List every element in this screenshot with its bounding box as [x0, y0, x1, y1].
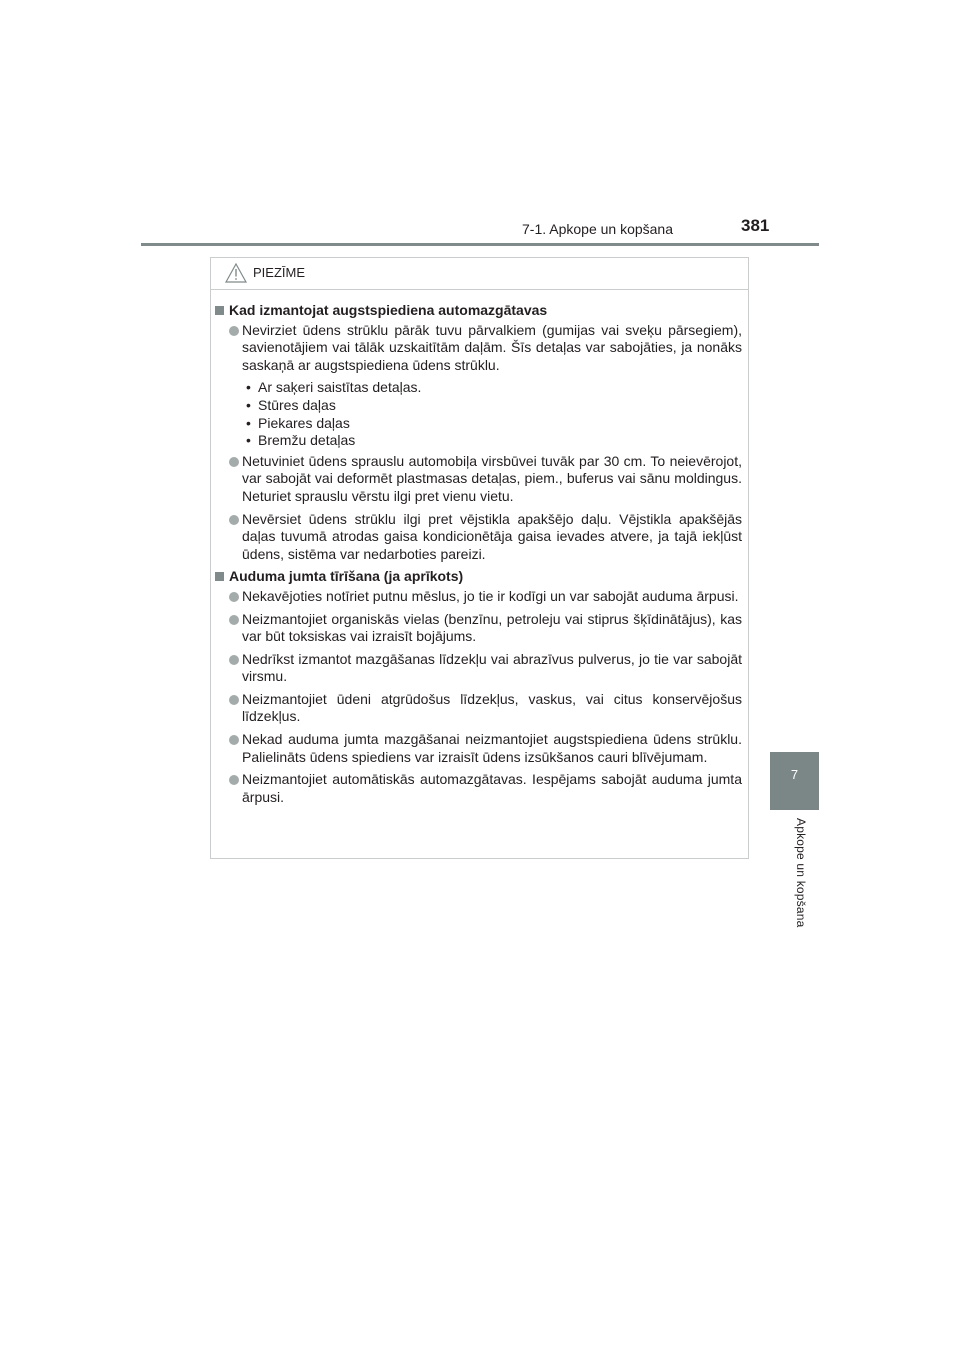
list-item [215, 588, 742, 606]
sub-list-item [246, 397, 742, 415]
list-item [215, 611, 742, 646]
circle-bullet-icon [229, 695, 239, 705]
circle-bullet-icon [229, 326, 239, 336]
list-item-text: Nekad auduma jumta mazgāšanai neizmantojiet augstspiediena ūdens strūklu. Palielināts ūdens spiediens var izraisīt ūdens izsūkšanos cauri blīvējumam. [242, 731, 742, 765]
dot-bullet-icon: • [246, 379, 251, 396]
dot-bullet-icon: • [246, 414, 251, 431]
list-item [215, 511, 742, 564]
section-heading [215, 568, 742, 586]
circle-bullet-icon [229, 515, 239, 525]
list-item-text: Nevirziet ūdens strūklu pārāk tuvu pārvalkiem (gumijas vai sveķu pārsegiem), savienotājiem vai tālāk uzskaitītām daļām. Šīs detaļas var sabojāties, ja nonāks saskaņā ar augstspiediena ūdens strūklu. [242, 321, 742, 373]
sub-list-item-text: Bremžu detaļas [258, 432, 356, 449]
notice-box [210, 257, 749, 859]
list-item-text: Neizmantojiet organiskās vielas (benzīnu, petroleju vai stiprus šķīdinātājus), kas var būt toksiskas vai izraisīt bojājums. [242, 610, 742, 645]
list-item-text: Neizmantojiet automātiskās automazgātavas. Iespējams sabojāt auduma jumta ārpusi. [242, 771, 742, 805]
list-item-text: Neizmantojiet ūdeni atgrūdošus līdzekļus, vaskus, vai citus konservējošus līdzekļus. [242, 690, 742, 725]
list-item [215, 771, 742, 806]
circle-bullet-icon [229, 457, 239, 467]
list-item [215, 322, 742, 375]
circle-bullet-icon [229, 735, 239, 745]
list-item-text: Nedrīkst izmantot mazgāšanas līdzekļu vai abrazīvus pulverus, jo tie var sabojāt virsmu. [242, 650, 742, 685]
list-item-text: Nekavējoties notīriet putnu mēslus, jo tie ir kodīgi un var sabojāt auduma ārpusi. [242, 587, 739, 604]
square-bullet-icon [215, 306, 224, 315]
list-item [215, 731, 742, 766]
notice-body [211, 290, 748, 806]
circle-bullet-icon [229, 615, 239, 625]
chapter-tab: 7 [770, 752, 819, 810]
dot-bullet-icon: • [246, 396, 251, 413]
chapter-label: Apkope un kopšana [794, 818, 808, 928]
circle-bullet-icon [229, 775, 239, 785]
warning-triangle-icon [225, 263, 247, 288]
sub-list-item [246, 379, 742, 397]
sub-list-item [246, 432, 742, 450]
sub-list [215, 379, 742, 449]
sub-list-item-text: Ar saķeri saistītas detaļas. [258, 379, 422, 396]
page-number: 381 [741, 216, 770, 235]
list-item-text: Nevērsiet ūdens strūklu ilgi pret vējstikla apakšējo daļu. Vējstikla apakšējās daļas tuvumā atrodas gaisa kondicionētāja gaisa ievades atvere, ja tajā iekļūst ūdens, sistēma var nedarboties pareizi. [242, 510, 742, 562]
notice-title: PIEZĪME [253, 265, 306, 280]
section-title: 7-1. Apkope un kopšana [522, 221, 674, 237]
circle-bullet-icon [229, 655, 239, 665]
dot-bullet-icon: • [246, 432, 251, 449]
square-bullet-icon [215, 572, 224, 581]
circle-bullet-icon [229, 592, 239, 602]
sub-list-item [246, 415, 742, 433]
section-heading [215, 302, 742, 320]
list-item [215, 651, 742, 686]
sub-list-item-text: Piekares daļas [258, 414, 350, 431]
notice-header [211, 258, 748, 290]
list-item [215, 453, 742, 506]
section-heading-text: Kad izmantojat augstspiediena automazgātavas [229, 302, 548, 318]
list-item-text: Netuviniet ūdens sprauslu automobiļa virsbūvei tuvāk par 30 cm. To neievērojot, var sabojāt vai deformēt plastmasas detaļas, piem., buferus vai sānu moldingus. Neturiet sprauslu vērstu ilgi pret vienu vietu. [242, 452, 742, 504]
sub-list-item-text: Stūres daļas [258, 396, 336, 413]
section-heading-text: Auduma jumta tīrīšana (ja aprīkots) [229, 568, 464, 585]
list-item [215, 691, 742, 726]
header-divider [141, 243, 819, 246]
